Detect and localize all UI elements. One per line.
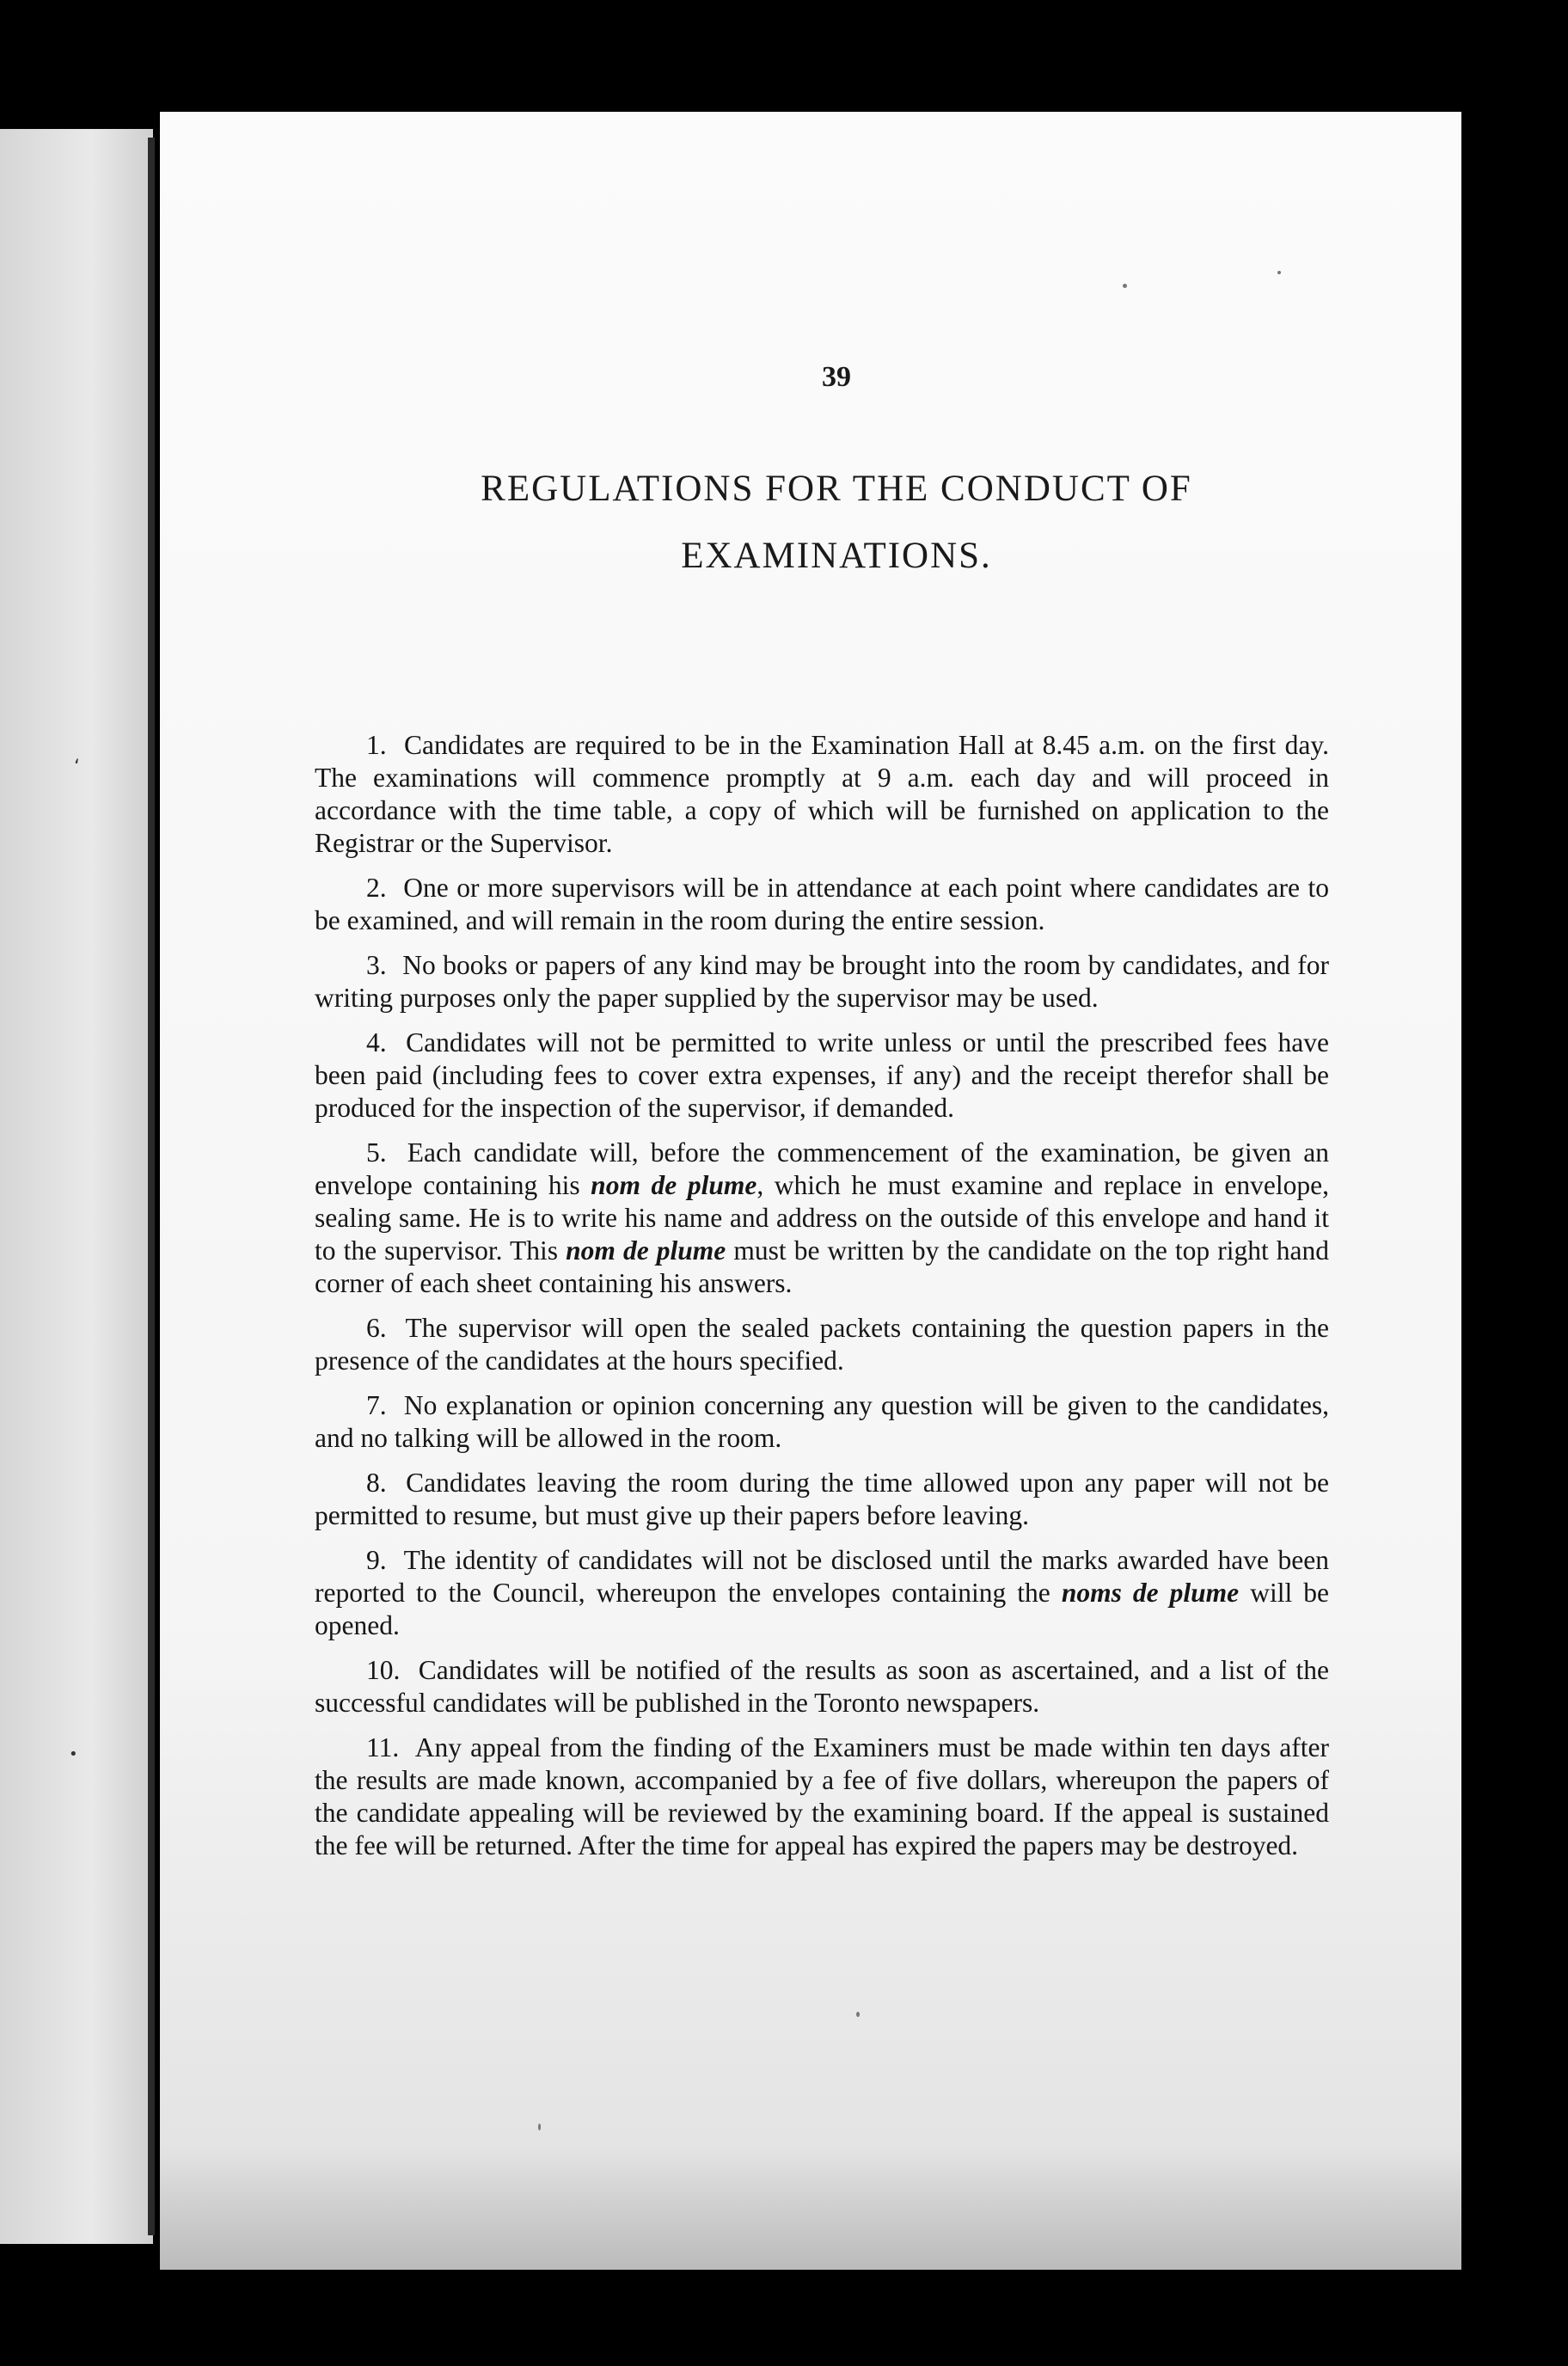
regulation-4: 4. Candidates will not be permitted to write unless or until the prescribed fees have been paid (including fees to cover extra expenses, if any) and the receipt therefor shall be produced for the inspection of the supervisor, if demanded. — [315, 1027, 1329, 1123]
dust-speck — [856, 2012, 860, 2017]
regulation-5: 5. Each candidate will, before the commencement of the examination, be given an envelope containing his nom de plume, which he must examine and replace in envelope, sealing same. He is to write his name and address on the outside of this envelope and hand it to the supervisor. This nom de plume must be written by the candidate on the top right hand corner of each sheet containing his answers. — [315, 1137, 1330, 1298]
regulation-2: 2. One or more supervisors will be in attendance at each point where candidates are to be examined, and will remain in the room during the entire session. — [315, 873, 1329, 935]
regulation-1: 1. Candidates are required to be in the Examination Hall at 8.45 a.m. on the first day. The examinations will commence promptly at 9 a.m. each day and will proceed in accordance with the time table, a copy of which will be furnished on application to the Registrar or the Supervisor. — [315, 730, 1329, 858]
title-line-1: REGULATIONS FOR THE CONDUCT OF — [481, 469, 1192, 509]
regulation-10: 10. Candidates will be notified of the results as soon as ascertained, and a list of the successful candidates will be published in the Toronto newspapers. — [315, 1655, 1329, 1718]
title-line-2: EXAMINATIONS. — [681, 536, 992, 576]
dust-speck — [1123, 284, 1127, 288]
document-page — [160, 112, 1461, 2270]
margin-mark: ‘ — [74, 757, 80, 778]
margin-dot: • — [69, 1745, 78, 1763]
facing-page-edge — [0, 129, 153, 2244]
regulation-9: 9. The identity of candidates will not be disclosed until the marks awarded have been reported to the Council, whereupon the envelopes containing the noms de plume will be opened. — [315, 1545, 1329, 1640]
regulation-11: 11. Any appeal from the finding of the Examiners must be made within ten days after the results are made known, accompanied by a fee of five dollars, whereupon the papers of the candidate appealing will be reviewed by the examining board. If the appeal is sustained the fee will be returned. After the time for appeal has expired the papers may be destroyed. — [315, 1732, 1329, 1860]
regulation-8: 8. Candidates leaving the room during the time allowed upon any paper will not be permitted to resume, but must give up their papers before leaving. — [315, 1468, 1329, 1530]
regulation-6: 6. The supervisor will open the sealed packets containing the question papers in the presence of the candidates at the hours specified. — [315, 1313, 1329, 1376]
page-gutter-line — [148, 138, 155, 2235]
page-title — [186, 456, 1487, 590]
regulations-list — [315, 729, 1329, 1874]
regulation-3: 3. No books or papers of any kind may be brought into the room by candidates, and for writing purposes only the paper supplied by the supervisor may be used. — [315, 950, 1330, 1013]
page-number: 39 — [822, 361, 851, 393]
regulation-7: 7. No explanation or opinion concerning any question will be given to the candidates, and no talking will be allowed in the room. — [315, 1390, 1329, 1453]
dust-speck — [1277, 271, 1281, 274]
page-bottom-shading — [160, 2149, 1461, 2270]
dust-speck — [538, 2124, 541, 2130]
